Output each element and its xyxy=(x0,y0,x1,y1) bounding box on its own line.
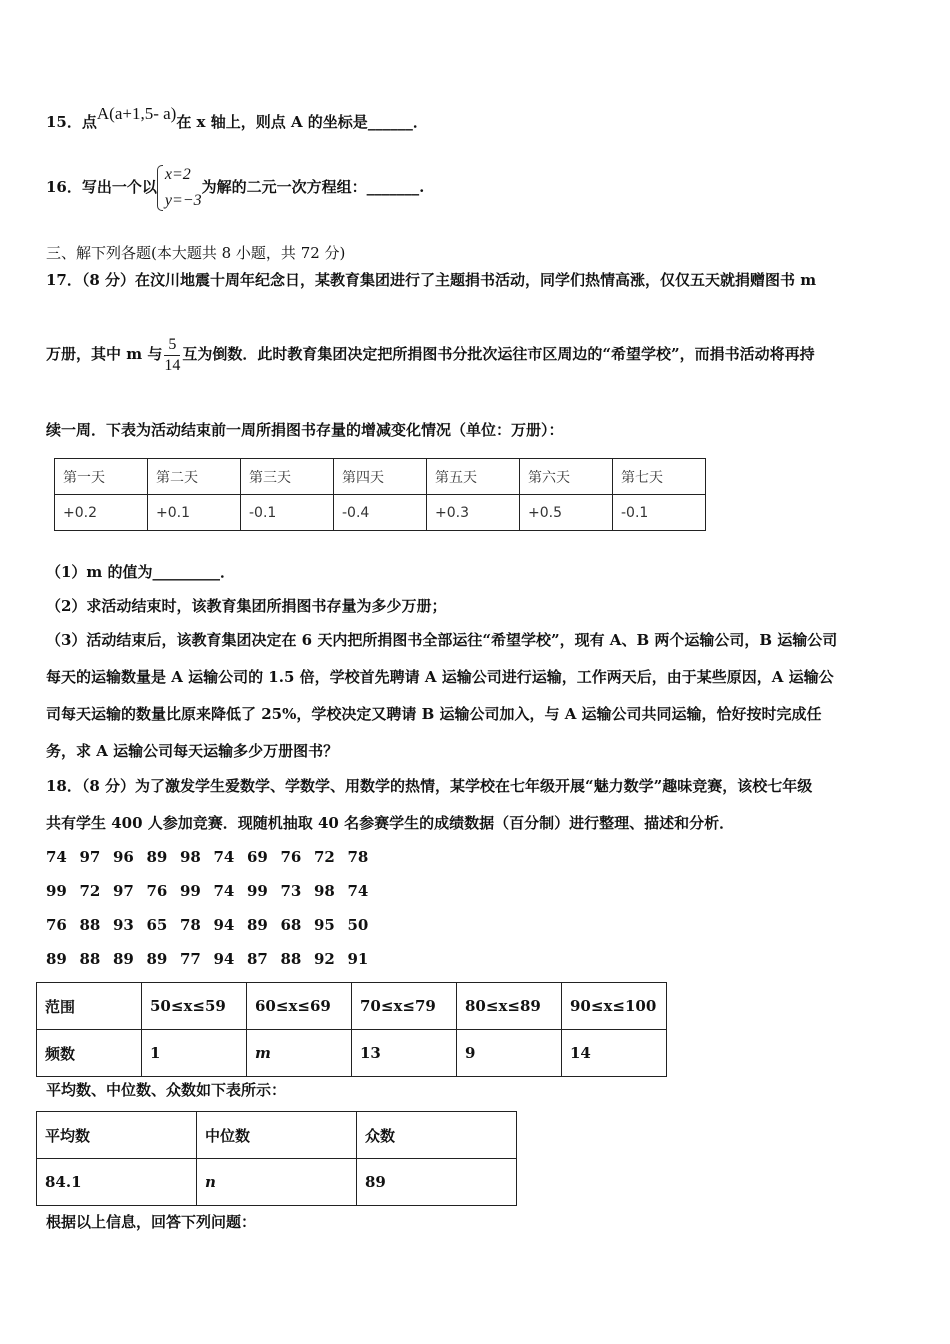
score-row-2 xyxy=(46,882,381,900)
table-cell: 9 xyxy=(457,1030,562,1077)
score: 99 xyxy=(46,882,67,900)
table-cell: -0.1 xyxy=(241,495,334,531)
table-cell: +0.3 xyxy=(427,495,520,531)
table-header-cell: 第四天 xyxy=(334,459,427,495)
fraction-5-14 xyxy=(164,335,180,376)
score: 98 xyxy=(180,848,201,866)
score: 74 xyxy=(213,848,235,866)
table-row xyxy=(37,1030,667,1077)
q15-number: 15．点 xyxy=(46,113,97,131)
score: 94 xyxy=(213,950,235,968)
q15-text: 在 x 轴上，则点 A 的坐标是 xyxy=(176,113,368,131)
frequency-table xyxy=(36,982,667,1077)
score: 65 xyxy=(146,916,168,934)
q17-sub-3-line-4: 务，求 A 运输公司每天运输多少万册图书？ xyxy=(46,742,339,760)
score: 74 xyxy=(46,848,67,866)
score: 91 xyxy=(347,950,369,968)
table-header-cell: 90≤x≤100 xyxy=(562,983,667,1030)
score: 89 xyxy=(46,950,67,968)
table-header-cell: 众数 xyxy=(357,1112,517,1159)
score: 89 xyxy=(247,916,268,934)
q18-closing: 根据以上信息，回答下列问题： xyxy=(46,1213,257,1231)
table-cell: m xyxy=(247,1030,352,1077)
table-header-cell: 60≤x≤69 xyxy=(247,983,352,1030)
score: 87 xyxy=(247,950,268,968)
score: 88 xyxy=(79,916,101,934)
table-row xyxy=(37,1159,517,1206)
score: 76 xyxy=(146,882,168,900)
q15-end: ． xyxy=(412,113,428,131)
score-row-3 xyxy=(46,916,381,934)
table-header-cell: 第二天 xyxy=(148,459,241,495)
table-cell: 84.1 xyxy=(37,1159,197,1206)
score: 68 xyxy=(280,916,302,934)
question-15 xyxy=(46,104,428,132)
score: 98 xyxy=(314,882,335,900)
table-header-cell: 80≤x≤89 xyxy=(457,983,562,1030)
table-header-cell: 第三天 xyxy=(241,459,334,495)
score: 72 xyxy=(314,848,335,866)
score: 74 xyxy=(213,882,235,900)
q17-line-2a: 万册，其中 m 与 xyxy=(46,345,163,363)
q18-line-1: 18．（8 分）为了激发学生爱数学、学数学、用数学的热情，某学校在七年级开展“魅力数学”趣味竞赛，该校七年级 xyxy=(46,777,813,795)
score: 95 xyxy=(314,916,335,934)
q16-number: 16．写出一个以 xyxy=(46,178,157,196)
stats-caption: 平均数、中位数、众数如下表所示： xyxy=(46,1081,287,1099)
q17-line-3: 续一周．下表为活动结束前一周所捐图书存量的增减变化情况（单位：万册）： xyxy=(46,421,564,439)
table-header-cell: 中位数 xyxy=(197,1112,357,1159)
score: 89 xyxy=(146,848,168,866)
q16-eq1: x=2 xyxy=(164,166,191,183)
score: 69 xyxy=(247,848,268,866)
score: 97 xyxy=(113,882,134,900)
table-cell: 89 xyxy=(357,1159,517,1206)
score: 99 xyxy=(247,882,268,900)
score: 97 xyxy=(79,848,101,866)
brace-icon xyxy=(157,165,163,211)
score: 74 xyxy=(347,882,369,900)
q17-sub-2: （2）求活动结束时，该教育集团所捐图书存量为多少万册； xyxy=(46,597,447,615)
table-row xyxy=(37,983,667,1030)
score: 77 xyxy=(180,950,201,968)
table-header-cell: 第一天 xyxy=(55,459,148,495)
q15-blank: ______ xyxy=(367,113,413,131)
score: 96 xyxy=(113,848,134,866)
score: 76 xyxy=(280,848,302,866)
q15-point: A(a+1,5- a) xyxy=(96,104,177,123)
table-header-cell: 第六天 xyxy=(520,459,613,495)
q16-text: 为解的二元一次方程组： xyxy=(201,178,367,196)
frac-denominator: 14 xyxy=(164,356,181,374)
table-header-cell: 第五天 xyxy=(427,459,520,495)
table-header-cell: 第七天 xyxy=(613,459,706,495)
score: 78 xyxy=(180,916,201,934)
q16-eq2: y=−3 xyxy=(164,192,202,209)
score: 76 xyxy=(46,916,67,934)
table-row xyxy=(55,459,706,495)
table-row xyxy=(37,1112,517,1159)
frac-numerator: 5 xyxy=(164,335,180,356)
table-header-cell: 70≤x≤79 xyxy=(352,983,457,1030)
score: 92 xyxy=(314,950,335,968)
question-16 xyxy=(46,162,424,214)
table-header-cell: 平均数 xyxy=(37,1112,197,1159)
q17-line-1: 17．（8 分）在汶川地震十周年纪念日，某教育集团进行了主题捐书活动，同学们热情高涨，仅仅五天就捐赠图书 m xyxy=(46,271,817,289)
score: 50 xyxy=(347,916,369,934)
table-header-cell: 50≤x≤59 xyxy=(142,983,247,1030)
q17-sub-1: （1）m 的值为_________． xyxy=(46,563,236,581)
q16-blank: _______ xyxy=(366,178,420,196)
table-cell: 频数 xyxy=(37,1030,142,1077)
score-row-1 xyxy=(46,848,381,866)
score: 88 xyxy=(79,950,101,968)
q18-line-2: 共有学生 400 人参加竞赛．现随机抽取 40 名参赛学生的成绩数据（百分制）进行整理、描述和分析． xyxy=(46,814,735,832)
score: 88 xyxy=(280,950,302,968)
score-row-4 xyxy=(46,950,381,968)
table-cell: +0.5 xyxy=(520,495,613,531)
q17-sub-3-line-1: （3）活动结束后，该教育集团决定在 6 天内把所捐图书全部运往“希望学校”，现有 A、B 两个运输公司，B 运输公司 xyxy=(46,631,838,649)
q17-line-2 xyxy=(46,333,815,376)
book-change-table xyxy=(54,458,706,531)
q17-line-2b: 互为倒数．此时教育集团决定把所捐图书分批次运往市区周边的“希望学校”，而捐书活动将再持 xyxy=(182,345,815,363)
stats-table xyxy=(36,1111,517,1206)
q16-equation-system xyxy=(157,162,202,214)
table-cell: -0.4 xyxy=(334,495,427,531)
q17-sub-3-line-2: 每天的运输数量是 A 运输公司的 1.5 倍，学校首先聘请 A 运输公司进行运输，工作两天后，由于某些原因，A 运输公 xyxy=(46,668,834,686)
q16-end: . xyxy=(419,178,425,196)
score: 99 xyxy=(180,882,201,900)
table-cell: n xyxy=(197,1159,357,1206)
table-cell: +0.2 xyxy=(55,495,148,531)
score: 93 xyxy=(113,916,134,934)
score: 89 xyxy=(146,950,168,968)
score: 72 xyxy=(79,882,101,900)
table-cell: -0.1 xyxy=(613,495,706,531)
table-header-cell: 范围 xyxy=(37,983,142,1030)
section-heading: 三、解下列各题(本大题共 8 小题，共 72 分) xyxy=(46,244,346,262)
table-row xyxy=(55,495,706,531)
score: 73 xyxy=(280,882,302,900)
table-cell: 13 xyxy=(352,1030,457,1077)
q17-sub-3-line-3: 司每天运输的数量比原来降低了 25%，学校决定又聘请 B 运输公司加入，与 A 运输公司共同运输，恰好按时完成任 xyxy=(46,705,822,723)
score: 89 xyxy=(113,950,134,968)
table-cell: 1 xyxy=(142,1030,247,1077)
table-cell: +0.1 xyxy=(148,495,241,531)
score: 94 xyxy=(213,916,235,934)
table-cell: 14 xyxy=(562,1030,667,1077)
score: 78 xyxy=(347,848,369,866)
